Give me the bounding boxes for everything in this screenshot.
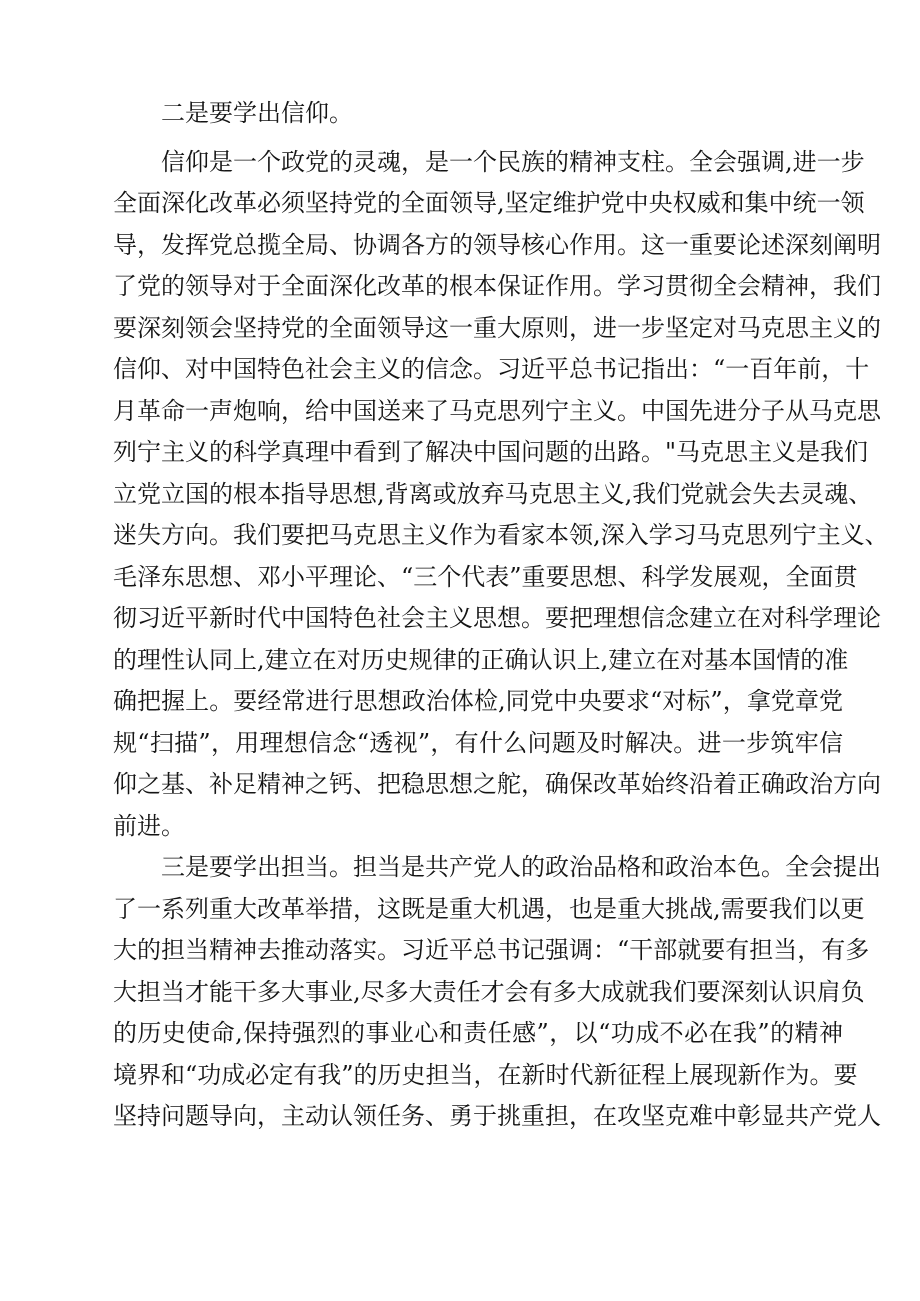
paragraph-line: 毛泽东思想、邓小平理论、“三个代表”重要思想、科学发展观，全面贯 [113, 563, 858, 591]
paragraph-line: 仰之基、补足精神之钙、把稳思想之舵，确保改革始终沿着正确政治方向 [113, 770, 881, 798]
paragraph-line: 要深刻领会坚持党的全面领导这一重大原则，进一步坚定对马克思主义的 [113, 314, 881, 342]
paragraph-line: 了党的领导对于全面深化改革的根本保证作用。学习贯彻全会精神，我们 [113, 272, 881, 300]
paragraph-line: 立党立国的根本指导思想,背离或放弃马克思主义,我们党就会失去灵魂、 [113, 480, 873, 508]
paragraph-line: 确把握上。要经常进行思想政治体检,同党中央要求“对标”，拿党章党 [113, 687, 843, 715]
paragraph-line: 全面深化改革必须坚持党的全面领导,坚定维护党中央权威和集中统一领 [113, 189, 865, 217]
paragraph-line: 坚持问题导向，主动认领任务、勇于挑重担，在攻坚克难中彰显共产党人 [113, 1102, 881, 1130]
paragraph-line: 前进。 [113, 812, 185, 840]
paragraph-line: 列宁主义的科学真理中看到了解决中国问题的出路。"马克思主义是我们 [113, 438, 869, 466]
paragraph-line: 月革命一声炮响，给中国送来了马克思列宁主义。中国先进分子从马克思 [113, 397, 881, 425]
paragraph-line: 境界和“功成必定有我”的历史担当，在新时代新征程上展现新作为。要 [113, 1061, 858, 1089]
paragraph-line: 的历史使命,保持强烈的事业心和责任感”，以“功成不必在我”的精神 [113, 1019, 843, 1047]
paragraph-line: 规“扫描”，用理想信念“透视”，有什么问题及时解决。进一步筑牢信 [113, 729, 843, 757]
section-heading-belief: 二是要学出信仰。 [161, 99, 353, 127]
paragraph-line: 三是要学出担当。担当是共产党人的政治品格和政治本色。全会提出 [161, 853, 881, 881]
paragraph-line: 了一系列重大改革举措，这既是重大机遇，也是重大挑战,需要我们以更 [113, 895, 865, 923]
paragraph-line: 信仰、对中国特色社会主义的信念。习近平总书记指出：“一百年前，十 [113, 355, 870, 383]
paragraph-line: 大担当才能干多大事业,尽多大责任才会有多大成就我们要深刻认识肩负 [113, 978, 865, 1006]
paragraph-line: 导，发挥党总揽全局、协调各方的领导核心作用。这一重要论述深刻阐明 [113, 231, 881, 259]
paragraph-line: 信仰是一个政党的灵魂，是一个民族的精神支柱。全会强调,进一步 [161, 148, 865, 176]
paragraph-line: 大的担当精神去推动落实。习近平总书记强调：“干部就要有担当，有多 [113, 936, 870, 964]
paragraph-line: 彻习近平新时代中国特色社会主义思想。要把理想信念建立在对科学理论 [113, 604, 881, 632]
paragraph-line: 迷失方向。我们要把马克思主义作为看家本领,深入学习马克思列宁主义、 [113, 521, 889, 549]
paragraph-line: 的理性认同上,建立在对历史规律的正确认识上,建立在对基本国情的准 [113, 646, 849, 674]
